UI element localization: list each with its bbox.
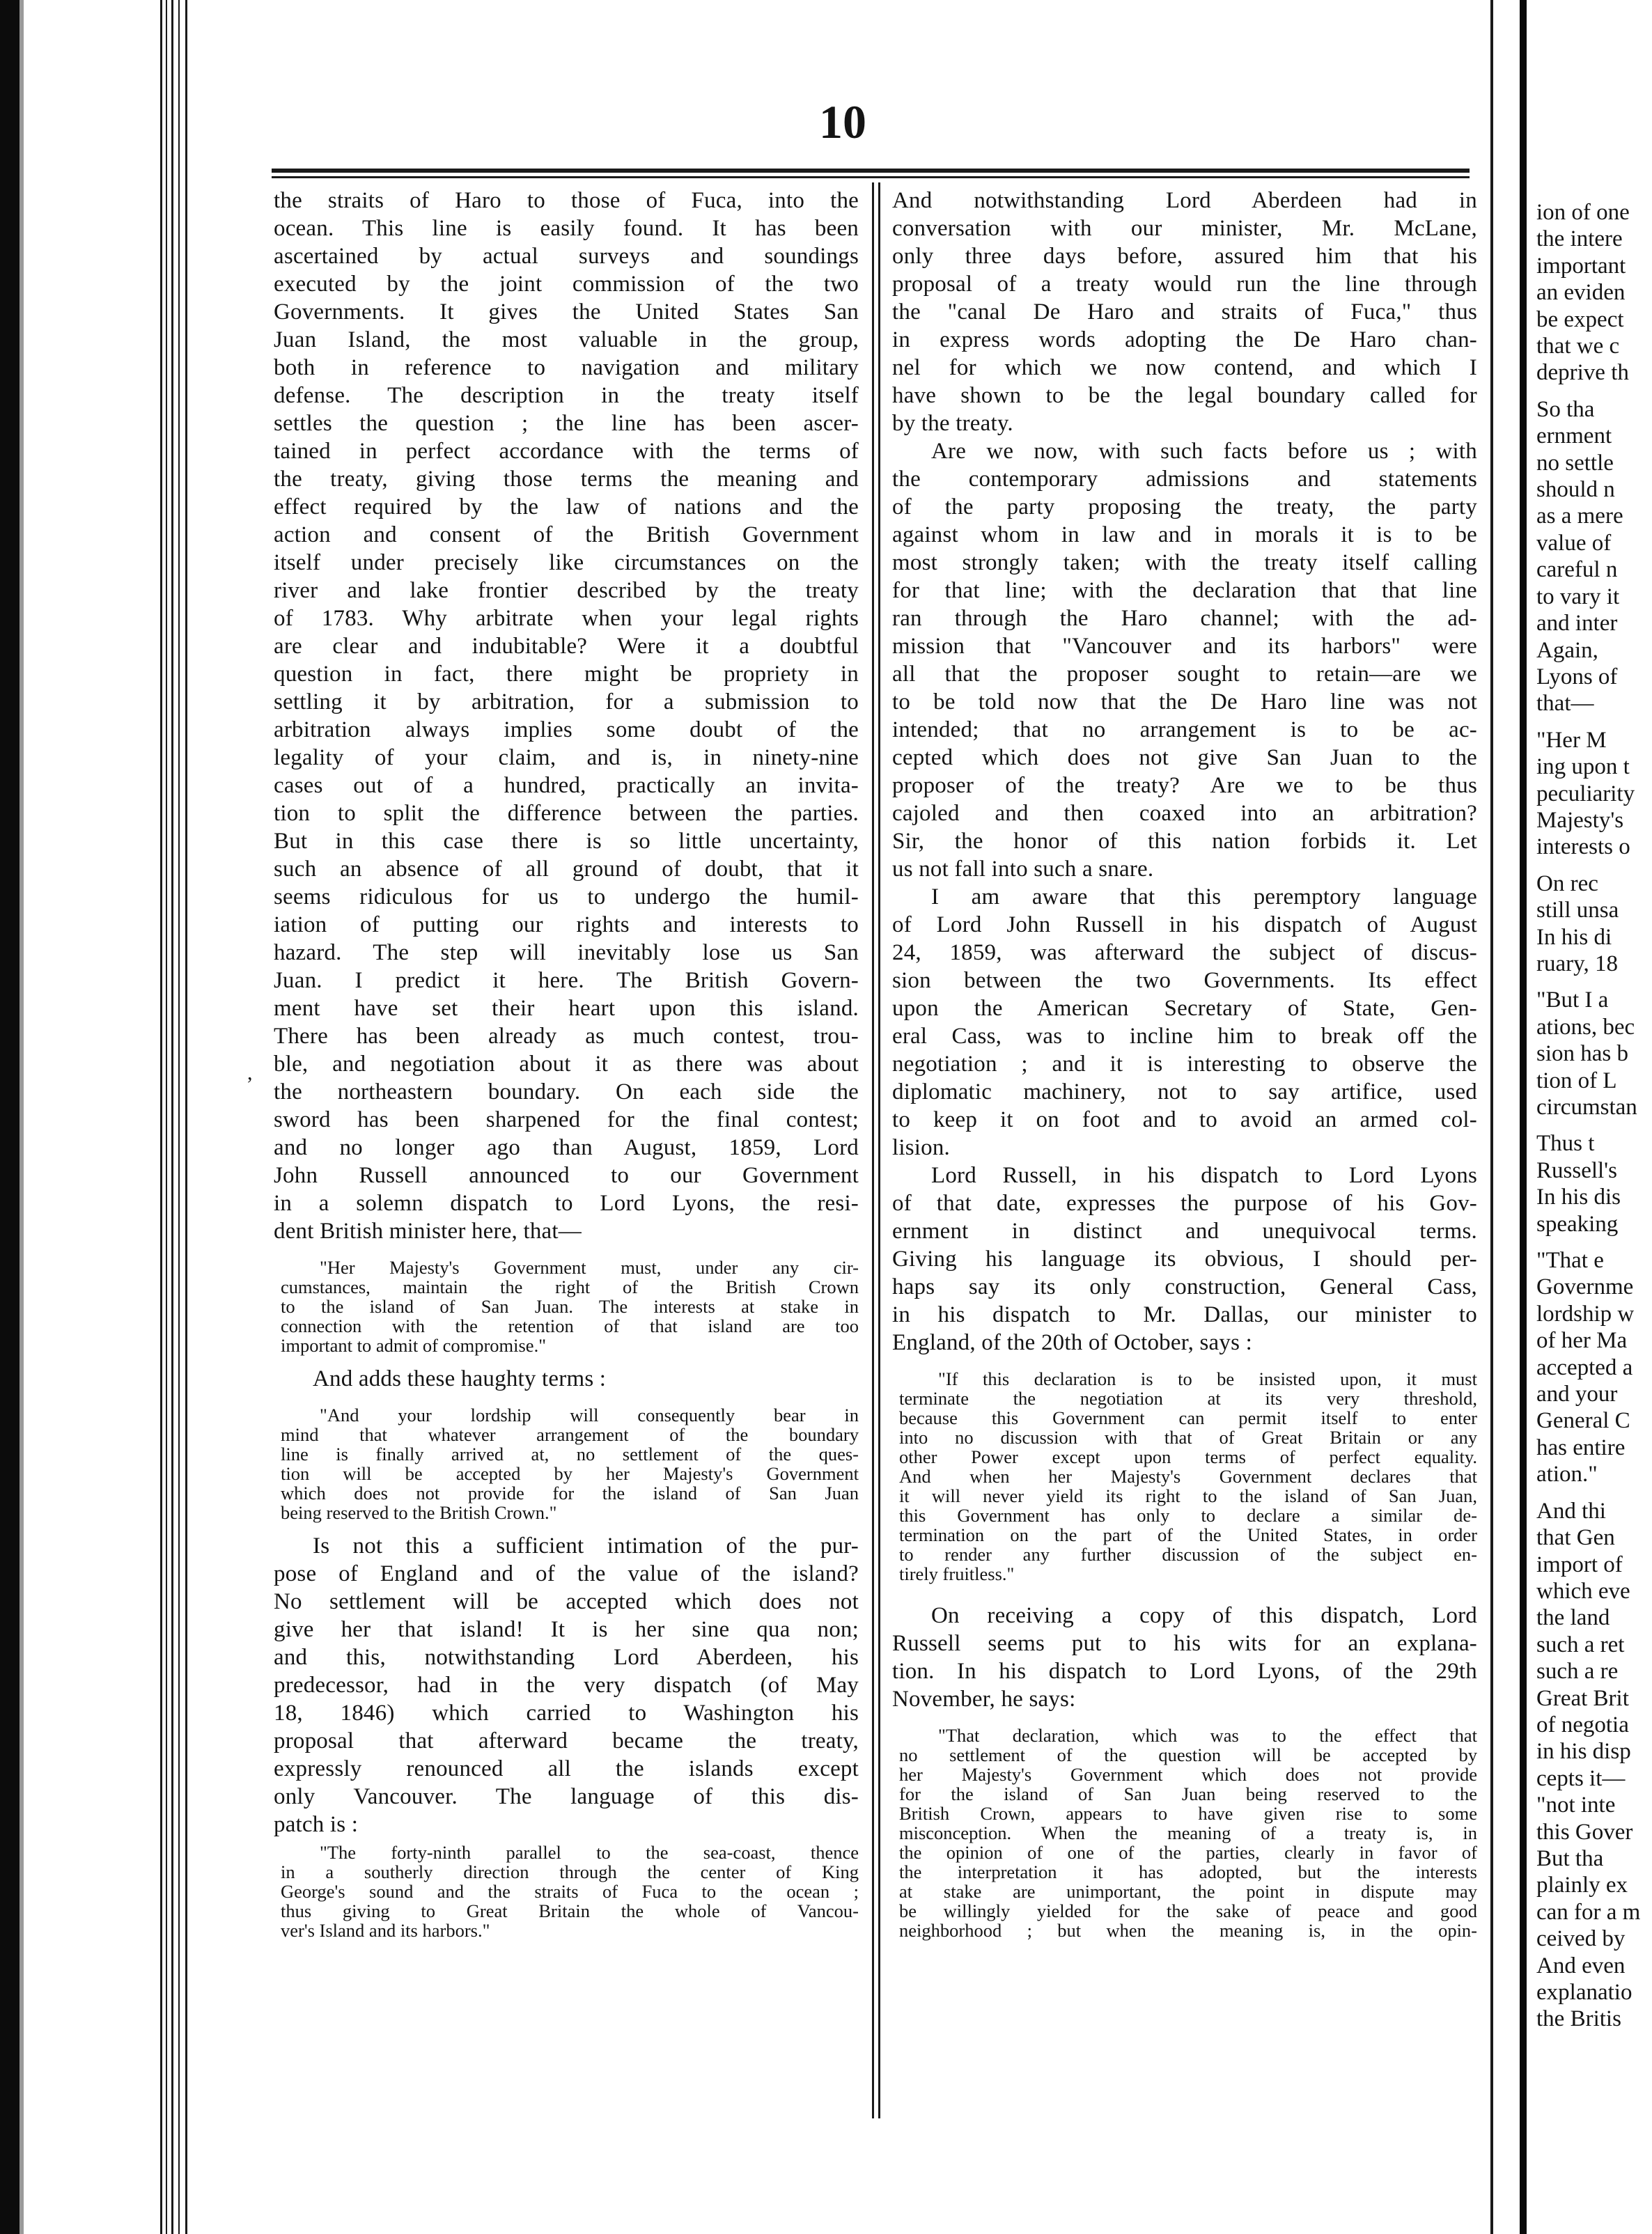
text-line: the treaty, giving those terms the meaning and xyxy=(274,467,859,492)
facing-text-line: lordship w xyxy=(1536,1301,1635,1327)
quote-line: misconception. When the meaning of a treaty is, in xyxy=(899,1822,1477,1843)
facing-text-line: that Gen xyxy=(1536,1525,1615,1551)
quote-line: ver's Island and its harbors." xyxy=(281,1920,490,1941)
facing-text-line: In his dis xyxy=(1536,1185,1621,1210)
text-line: ment have set their heart upon this island. xyxy=(274,996,859,1021)
text-line: Juan Island, the most valuable in the group, xyxy=(274,327,859,352)
text-line: and no longer ago than August, 1859, Lord xyxy=(274,1135,859,1160)
paragraph xyxy=(274,1532,859,1838)
text-line: I am aware that this peremptory language xyxy=(931,884,1477,909)
text-line: to keep it on foot and to avoid an armed col- xyxy=(892,1107,1477,1132)
facing-text-line: "That e xyxy=(1536,1248,1604,1274)
text-line: action and consent of the British Government xyxy=(274,522,859,547)
facing-text-line: ations, bec xyxy=(1536,1014,1635,1040)
text-line: pose of England and of the value of the island? xyxy=(274,1561,859,1586)
spine-rule xyxy=(160,0,162,2234)
text-line: There has been already as much contest, trou- xyxy=(274,1024,859,1049)
header-rule xyxy=(272,169,1470,178)
facing-text-line: And thi xyxy=(1536,1498,1606,1524)
text-line: the contemporary admissions and statements xyxy=(892,467,1477,492)
facing-text-line: ation." xyxy=(1536,1462,1598,1487)
quote-line: "Her Majesty's Government must, under any cir- xyxy=(320,1257,859,1278)
block-quote xyxy=(274,1258,859,1355)
text-line: proposal that afterward became the treaty, xyxy=(274,1728,859,1753)
facing-text-line: "But I a xyxy=(1536,987,1609,1013)
text-line: most strongly taken; with the treaty itself calling xyxy=(892,550,1477,575)
facing-text-line xyxy=(1536,1488,1652,1498)
paragraph xyxy=(892,187,1477,437)
quote-line: British Crown, appears to have given rise to some xyxy=(899,1803,1477,1824)
facing-text-line: deprive th xyxy=(1536,360,1629,386)
facing-text-line xyxy=(1536,1120,1652,1130)
text-line: Lord Russell, in his dispatch to Lord Lyons xyxy=(931,1163,1477,1188)
text-line: both in reference to navigation and military xyxy=(274,355,859,380)
block-quote xyxy=(274,1843,859,1940)
quote-line: to the island of San Juan. The interests at stake in xyxy=(281,1296,859,1317)
quote-line: George's sound and the straits of Fuca to the ocean ; xyxy=(281,1881,859,1902)
block-quote xyxy=(892,1726,1477,1940)
facing-text-line: of her Ma xyxy=(1536,1328,1628,1354)
facing-text-line: as a mere xyxy=(1536,503,1623,529)
quote-line: other Power except upon terms of perfect equality. xyxy=(899,1446,1477,1467)
text-line: legality of your claim, and is, in ninety-nine xyxy=(274,745,859,770)
facing-text-line: ruary, 18 xyxy=(1536,951,1618,976)
text-line: cajoled and then coaxed into an arbitration? xyxy=(892,801,1477,826)
quote-line: for the island of San Juan being reserved to the xyxy=(899,1783,1477,1804)
facing-text-line: important xyxy=(1536,253,1626,279)
quote-line: important to admit of compromise." xyxy=(281,1335,547,1356)
text-line: are clear and indubitable? Were it a doubtful xyxy=(274,634,859,659)
text-line: Giving his language its obvious, I should per- xyxy=(892,1247,1477,1272)
facing-text-line: Governme xyxy=(1536,1274,1634,1300)
facing-text-line: explanatio xyxy=(1536,1980,1632,2005)
text-line: the straits of Haro to those of Fuca, into the xyxy=(274,188,859,213)
facing-text-line: ceived by xyxy=(1536,1926,1626,1952)
text-line: nel for which we now contend, and which I xyxy=(892,355,1477,380)
quote-line: thus giving to Great Britain the whole of Vancou- xyxy=(281,1900,859,1921)
quote-line: into no discussion with that of Great Britain or any xyxy=(899,1427,1477,1448)
facing-text-line xyxy=(1536,717,1652,727)
text-line: upon the American Secretary of State, Gen- xyxy=(892,996,1477,1021)
facing-text-line: an eviden xyxy=(1536,280,1626,306)
text-line: arbitration always implies some doubt of the xyxy=(274,717,859,742)
text-line: tained in perfect accordance with the terms of xyxy=(274,439,859,464)
facing-text-line: and your xyxy=(1536,1382,1618,1407)
facing-text-line: Thus t xyxy=(1536,1131,1595,1157)
facing-text-line: ion of one xyxy=(1536,200,1630,225)
text-line: Are we now, with such facts before us ; with xyxy=(931,439,1477,464)
text-line: defense. The description in the treaty itself xyxy=(274,383,859,408)
text-line: all that the proposer sought to retain—are we xyxy=(892,662,1477,687)
facing-text-line: value of xyxy=(1536,530,1612,556)
text-line: river and lake frontier described by the treaty xyxy=(274,578,859,603)
facing-text-line: But tha xyxy=(1536,1845,1604,1871)
facing-text-line: "Her M xyxy=(1536,727,1607,753)
text-line: And adds these haughty terms : xyxy=(313,1366,607,1391)
facing-text-line: the land xyxy=(1536,1605,1610,1631)
text-line: of Lord John Russell in his dispatch of August xyxy=(892,912,1477,937)
facing-text-line xyxy=(1536,386,1652,396)
spine-rule xyxy=(166,0,167,2234)
facing-page-text xyxy=(1527,0,1652,2033)
text-line: the "canal De Haro and straits of Fuca," thus xyxy=(892,299,1477,325)
facing-text-line: and inter xyxy=(1536,611,1618,636)
facing-text-line: interests o xyxy=(1536,834,1630,860)
text-line: Juan. I predict it here. The British Govern- xyxy=(274,968,859,993)
quote-line: no settlement of the question will be accepted by xyxy=(899,1744,1477,1765)
text-line: of that date, expresses the purpose of his Gov- xyxy=(892,1191,1477,1216)
facing-text-line: tion of L xyxy=(1536,1068,1617,1093)
facing-text-line: Again, xyxy=(1536,637,1598,663)
quote-line: "That declaration, which was to the effect that xyxy=(938,1725,1477,1746)
text-line: haps say its only construction, General Cass, xyxy=(892,1274,1477,1299)
text-line: mission that "Vancouver and its harbors" were xyxy=(892,634,1477,659)
text-line: the northeastern boundary. On each side the xyxy=(274,1079,859,1104)
text-line: of the party proposing the treaty, the party xyxy=(892,494,1477,520)
quote-line: mind that whatever arrangement of the boundary xyxy=(281,1424,859,1445)
quote-line: be willingly yielded for the sake of peace and good xyxy=(899,1900,1477,1921)
text-line: effect required by the law of nations and the xyxy=(274,494,859,520)
left-column xyxy=(274,187,859,1940)
text-line: tion to split the difference between the parties. xyxy=(274,801,859,826)
text-line: patch is : xyxy=(274,1812,359,1837)
facing-text-line: which eve xyxy=(1536,1578,1630,1604)
facing-text-line: that we c xyxy=(1536,334,1620,359)
quote-line: connection with the retention of that island are too xyxy=(281,1315,859,1336)
quote-line: And when her Majesty's Government declares that xyxy=(899,1466,1477,1487)
text-line: us not fall into such a snare. xyxy=(892,857,1154,882)
quote-line: "The forty-ninth parallel to the sea-coast, thence xyxy=(320,1842,859,1863)
facing-text-line: peculiarity xyxy=(1536,781,1635,806)
quote-line: tion will be accepted by her Majesty's Government xyxy=(281,1463,859,1484)
text-line: tion. In his dispatch to Lord Lyons, of the 29th xyxy=(892,1659,1477,1684)
text-line: 18, 1846) which carried to Washington his xyxy=(274,1701,859,1726)
text-line: give her that island! It is her sine qua non; xyxy=(274,1617,859,1642)
quote-line: at stake are unimportant, the point in dispute may xyxy=(899,1881,1477,1902)
quote-line: which does not provide for the island of San Juan xyxy=(281,1483,859,1503)
text-line: conversation with our minister, Mr. McLane, xyxy=(892,216,1477,241)
right-column xyxy=(892,187,1477,1940)
text-line: cepted which does not give San Juan to the xyxy=(892,745,1477,770)
text-line: Is not this a sufficient intimation of the pur- xyxy=(313,1533,859,1559)
quote-line: tirely fruitless." xyxy=(899,1563,1015,1584)
text-line: sion between the two Governments. Its effect xyxy=(892,968,1477,993)
text-line: against whom in law and in morals it is to be xyxy=(892,522,1477,547)
text-line: executed by the joint commission of the two xyxy=(274,272,859,297)
text-line: and this, notwithstanding Lord Aberdeen, his xyxy=(274,1645,859,1670)
text-line: ascertained by actual surveys and soundings xyxy=(274,244,859,269)
facing-text-line: In his di xyxy=(1536,924,1612,950)
spine-rule xyxy=(178,0,180,2234)
paragraph xyxy=(892,1602,1477,1713)
facing-text-line: circumstan xyxy=(1536,1095,1637,1120)
text-line: ernment in distinct and unequivocal terms. xyxy=(892,1219,1477,1244)
paragraph xyxy=(274,187,859,1245)
quote-line: cumstances, maintain the right of the British Crown xyxy=(281,1276,859,1297)
quote-line: this Government has only to declare a similar de- xyxy=(899,1505,1477,1526)
block-quote xyxy=(892,1369,1477,1584)
text-line: in a solemn dispatch to Lord Lyons, the resi- xyxy=(274,1191,859,1216)
facing-text-line: ernment xyxy=(1536,423,1612,449)
text-line: sword has been sharpened for the final contest; xyxy=(274,1107,859,1132)
text-line: proposal of a treaty would run the line through xyxy=(892,272,1477,297)
facing-text-line: import of xyxy=(1536,1552,1623,1577)
facing-text-line: Great Brit xyxy=(1536,1685,1629,1711)
paragraph xyxy=(274,1365,859,1393)
text-line: diplomatic machinery, not to say artifice, used xyxy=(892,1079,1477,1104)
facing-text-line: that— xyxy=(1536,691,1594,717)
quote-line: termination on the part of the United States, in order xyxy=(899,1524,1477,1545)
text-line: lision. xyxy=(892,1135,950,1160)
text-line: No settlement will be accepted which does not xyxy=(274,1589,859,1614)
spine-rule xyxy=(185,0,187,2234)
facing-text-line: And even xyxy=(1536,1953,1626,1978)
facing-text-line: be expect xyxy=(1536,306,1624,332)
text-line: itself under precisely like circumstances on the xyxy=(274,550,859,575)
facing-text-line xyxy=(1536,861,1652,870)
facing-text-line: this Gover xyxy=(1536,1819,1633,1845)
facing-text-line: careful n xyxy=(1536,557,1618,583)
text-line: seems ridiculous for us to undergo the humil- xyxy=(274,884,859,909)
quote-line: her Majesty's Government which does not provide xyxy=(899,1764,1477,1785)
facing-text-line: no settle xyxy=(1536,450,1614,476)
text-line: ocean. This line is easily found. It has been xyxy=(274,216,859,241)
text-line: cases out of a hundred, practically an invita- xyxy=(274,773,859,798)
page-edge-rule xyxy=(1490,0,1493,2234)
facing-text-line: should n xyxy=(1536,477,1615,503)
spine-rule xyxy=(171,0,173,2234)
quote-line: because this Government can permit itself to enter xyxy=(899,1407,1477,1428)
facing-text-line: to vary it xyxy=(1536,584,1620,609)
facing-text-line: "not inte xyxy=(1536,1792,1616,1818)
facing-text-line: ing upon t xyxy=(1536,754,1630,780)
quote-line: being reserved to the British Crown." xyxy=(281,1502,557,1523)
facing-text-line: cepts it— xyxy=(1536,1765,1626,1791)
facing-text-line: sion has b xyxy=(1536,1041,1628,1067)
facing-page-fragment xyxy=(1520,0,1652,2234)
paragraph xyxy=(892,437,1477,883)
text-line: settling it by arbitration, for a submission to xyxy=(274,689,859,714)
margin-mark: , xyxy=(247,1061,253,1084)
text-line: only Vancouver. The language of this dis- xyxy=(274,1784,859,1809)
facing-text-line: accepted a xyxy=(1536,1354,1633,1380)
text-line: negotiation ; and it is interesting to observe the xyxy=(892,1052,1477,1077)
text-line: November, he says: xyxy=(892,1687,1076,1712)
facing-text-line: such a ret xyxy=(1536,1632,1625,1657)
quote-line: it will never yield its right to the island of San Juan, xyxy=(899,1485,1477,1506)
text-line: such an absence of all ground of doubt, that it xyxy=(274,857,859,882)
text-line: dent British minister here, that— xyxy=(274,1219,582,1244)
quote-line: the opinion of one of the parties, clearly in favor of xyxy=(899,1842,1477,1863)
facing-text-line: such a re xyxy=(1536,1659,1619,1685)
text-line: to be told now that the De Haro line was not xyxy=(892,689,1477,714)
facing-text-line: General C xyxy=(1536,1408,1630,1434)
text-line: settles the question ; the line has been ascer- xyxy=(274,411,859,436)
facing-text-line: of negotia xyxy=(1536,1712,1629,1737)
text-line: Russell seems put to his wits for an explana- xyxy=(892,1631,1477,1656)
text-line: England, of the 20th of October, says : xyxy=(892,1330,1252,1355)
facing-text-line: Majesty's xyxy=(1536,807,1624,833)
facing-text-line: has entire xyxy=(1536,1435,1626,1460)
text-line: in his dispatch to Mr. Dallas, our minister to xyxy=(892,1302,1477,1327)
text-line: intended; that no arrangement is to be ac- xyxy=(892,717,1477,742)
facing-text-line: in his disp xyxy=(1536,1739,1631,1765)
column-divider xyxy=(872,182,880,2118)
facing-text-line: Russell's xyxy=(1536,1157,1617,1183)
facing-text-line: On rec xyxy=(1536,870,1598,896)
facing-text-line: the Britis xyxy=(1536,2006,1621,2032)
quote-line: "And your lordship will consequently bear in xyxy=(320,1405,859,1425)
text-line: But in this case there is so little uncertainty, xyxy=(274,829,859,854)
text-line: And notwithstanding Lord Aberdeen had in xyxy=(892,188,1477,213)
text-line: have shown to be the legal boundary called for xyxy=(892,383,1477,408)
facing-text-line: plainly ex xyxy=(1536,1873,1628,1898)
text-line: only three days before, assured him that his xyxy=(892,244,1477,269)
page-number: 10 xyxy=(819,95,866,148)
text-line: expressly renounced all the islands except xyxy=(274,1756,859,1781)
text-line: eral Cass, was to incline him to break off the xyxy=(892,1024,1477,1049)
text-line: ble, and negotiation about it as there was about xyxy=(274,1052,859,1077)
quote-line: "If this declaration is to be insisted upon, it must xyxy=(938,1368,1477,1389)
quote-line: in a southerly direction through the center of King xyxy=(281,1861,859,1882)
quote-line: to render any further discussion of the subject en- xyxy=(899,1544,1477,1565)
facing-text-line: can for a m xyxy=(1536,1899,1641,1925)
quote-line: neighborhood ; but when the meaning is, in the opin- xyxy=(899,1920,1477,1941)
quote-line: the interpretation it has adopted, but the interests xyxy=(899,1861,1477,1882)
text-line: Governments. It gives the United States San xyxy=(274,299,859,325)
text-line: predecessor, had in the very dispatch (of May xyxy=(274,1673,859,1698)
block-quote xyxy=(274,1405,859,1522)
text-line: ran through the Haro channel; with the ad- xyxy=(892,606,1477,631)
text-line: Sir, the honor of this nation forbids it. Let xyxy=(892,829,1477,854)
text-line: iation of putting our rights and interests to xyxy=(274,912,859,937)
facing-text-line: the intere xyxy=(1536,226,1623,252)
text-line: in express words adopting the De Haro chan- xyxy=(892,327,1477,352)
text-line: On receiving a copy of this dispatch, Lord xyxy=(931,1603,1477,1628)
text-line: question in fact, there might be propriety in xyxy=(274,662,859,687)
text-line: John Russell announced to our Government xyxy=(274,1163,859,1188)
paragraph xyxy=(892,883,1477,1162)
text-line: proposer of the treaty? Are we to be thus xyxy=(892,773,1477,798)
paragraph xyxy=(892,1162,1477,1357)
text-line: of 1783. Why arbitrate when your legal rights xyxy=(274,606,859,631)
quote-line: terminate the negotiation at its very threshold, xyxy=(899,1388,1477,1409)
text-line: by the treaty. xyxy=(892,411,1013,436)
facing-text-line: speaking xyxy=(1536,1211,1619,1237)
binding-edge-shadow xyxy=(20,0,24,2234)
text-line: for that line; with the declaration that that line xyxy=(892,578,1477,603)
facing-text-line: Lyons of xyxy=(1536,664,1618,689)
text-line: 24, 1859, was afterward the subject of discus- xyxy=(892,940,1477,965)
facing-text-line xyxy=(1536,977,1652,987)
facing-text-line: So tha xyxy=(1536,396,1595,422)
quote-line: line is finally arrived at, no settlement of the ques- xyxy=(281,1444,859,1464)
text-line: hazard. The step will inevitably lose us San xyxy=(274,940,859,965)
facing-text-line: still unsa xyxy=(1536,898,1619,923)
binding-edge-left xyxy=(0,0,20,2234)
facing-text-line xyxy=(1536,1237,1652,1247)
